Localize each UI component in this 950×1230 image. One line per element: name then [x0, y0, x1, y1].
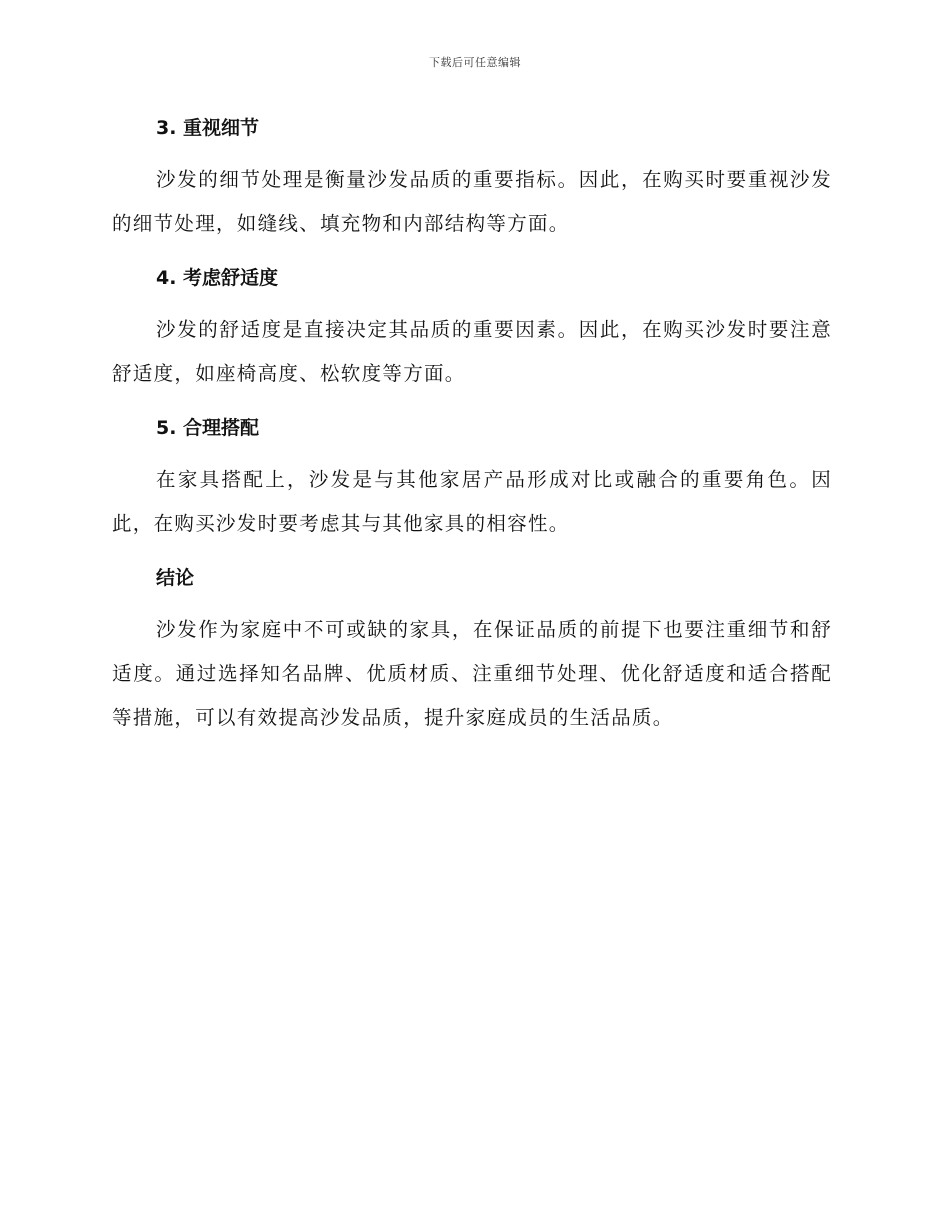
- section-heading: 5. 合理搭配: [156, 417, 260, 439]
- section-paragraph: 沙发作为家庭中不可或缺的家具，在保证品质的前提下也要注重细节和舒适度。通过选择知名品牌、优质材质、注重细节处理、优化舒适度和适合搭配等措施，可以有效提高沙发品质，提升家庭成员的生活品质。: [112, 618, 832, 729]
- section-paragraph: 在家具搭配上，沙发是与其他家居产品形成对比或融合的重要角色。因此，在购买沙发时要考虑其与其他家具的相容性。: [112, 468, 832, 535]
- section-paragraph: 沙发的细节处理是衡量沙发品质的重要指标。因此，在购买时要重视沙发的细节处理，如缝线、填充物和内部结构等方面。: [112, 168, 832, 235]
- section-comfort: [112, 260, 832, 396]
- document-body: [112, 110, 832, 754]
- section-matching: [112, 410, 832, 546]
- section-heading: 3. 重视细节: [156, 117, 260, 139]
- section-paragraph: 沙发的舒适度是直接决定其品质的重要因素。因此，在购买沙发时要注意舒适度，如座椅高度、松软度等方面。: [112, 318, 832, 385]
- section-heading: 4. 考虑舒适度: [156, 267, 279, 289]
- section-attention-to-detail: [112, 110, 832, 246]
- section-heading: 结论: [156, 567, 195, 589]
- page-header: 下载后可任意编辑: [429, 56, 521, 69]
- section-conclusion: [112, 560, 832, 740]
